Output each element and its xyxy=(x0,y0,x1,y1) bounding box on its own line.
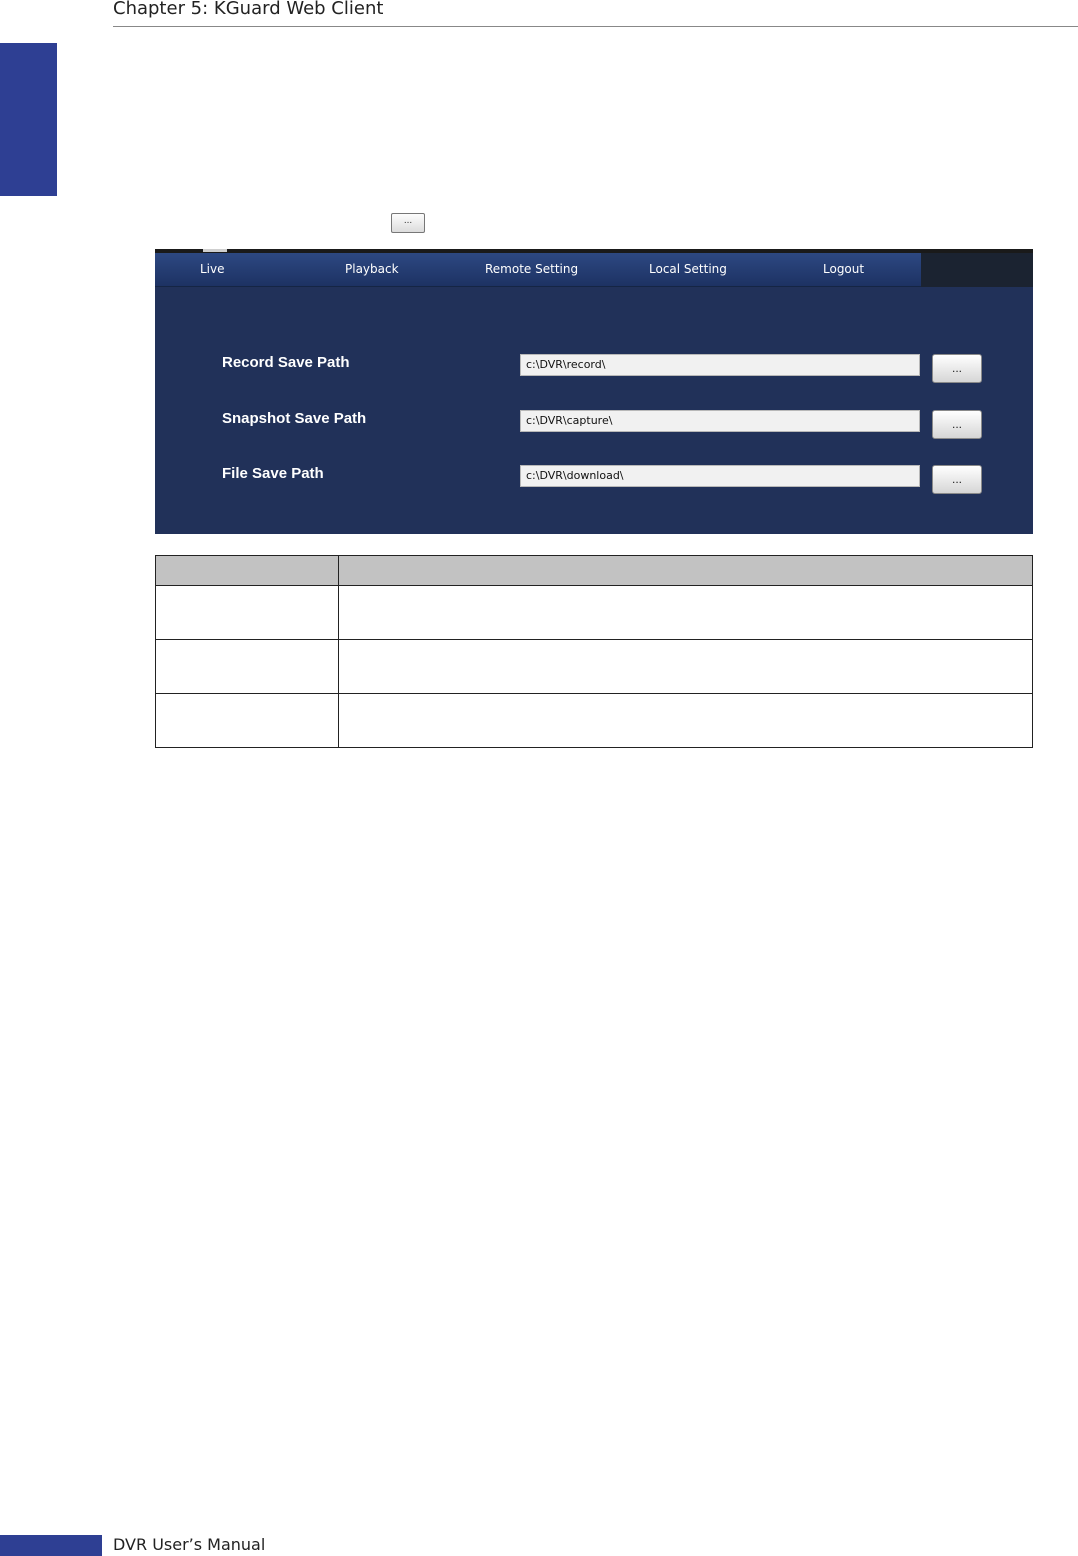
table-cell xyxy=(156,586,339,640)
nav-empty-area xyxy=(921,253,1033,287)
file-save-path-label: File Save Path xyxy=(222,465,324,482)
table-cell xyxy=(339,586,1033,640)
record-save-path-field[interactable]: c:\DVR\record\ xyxy=(520,354,920,376)
snapshot-save-path-field[interactable]: c:\DVR\capture\ xyxy=(520,410,920,432)
table-cell xyxy=(156,640,339,694)
nav-remote-setting[interactable]: Remote Setting xyxy=(485,262,579,276)
description-table xyxy=(155,555,1033,748)
table-row xyxy=(156,694,1033,748)
table-row xyxy=(156,586,1033,640)
table-row xyxy=(156,640,1033,694)
nav-local-setting[interactable]: Local Setting xyxy=(649,262,727,276)
table-cell xyxy=(156,694,339,748)
nav-playback[interactable]: Playback xyxy=(345,262,399,276)
footer-title: DVR User’s Manual xyxy=(113,1535,266,1554)
section-tab xyxy=(0,43,57,196)
footer-tab xyxy=(0,1535,102,1556)
nav-logout[interactable]: Logout xyxy=(823,262,865,276)
nav-live[interactable]: Live xyxy=(200,262,225,276)
record-save-path-label: Record Save Path xyxy=(222,354,350,371)
table-header-cell xyxy=(339,556,1033,586)
snapshot-browse-button[interactable]: ... xyxy=(932,410,982,439)
browse-button-glyph: ... xyxy=(391,213,425,233)
file-save-path-field[interactable]: c:\DVR\download\ xyxy=(520,465,920,487)
snapshot-save-path-label: Snapshot Save Path xyxy=(222,410,367,427)
chapter-title: Chapter 5: KGuard Web Client xyxy=(113,0,384,19)
page-header xyxy=(113,0,1078,27)
table-cell xyxy=(339,694,1033,748)
record-browse-button[interactable]: ... xyxy=(932,354,982,383)
main-nav xyxy=(155,253,921,287)
file-browse-button[interactable]: ... xyxy=(932,465,982,494)
table-header-row xyxy=(156,556,1033,586)
local-setting-screenshot xyxy=(155,249,1033,534)
table-cell xyxy=(339,640,1033,694)
table-header-cell xyxy=(156,556,339,586)
